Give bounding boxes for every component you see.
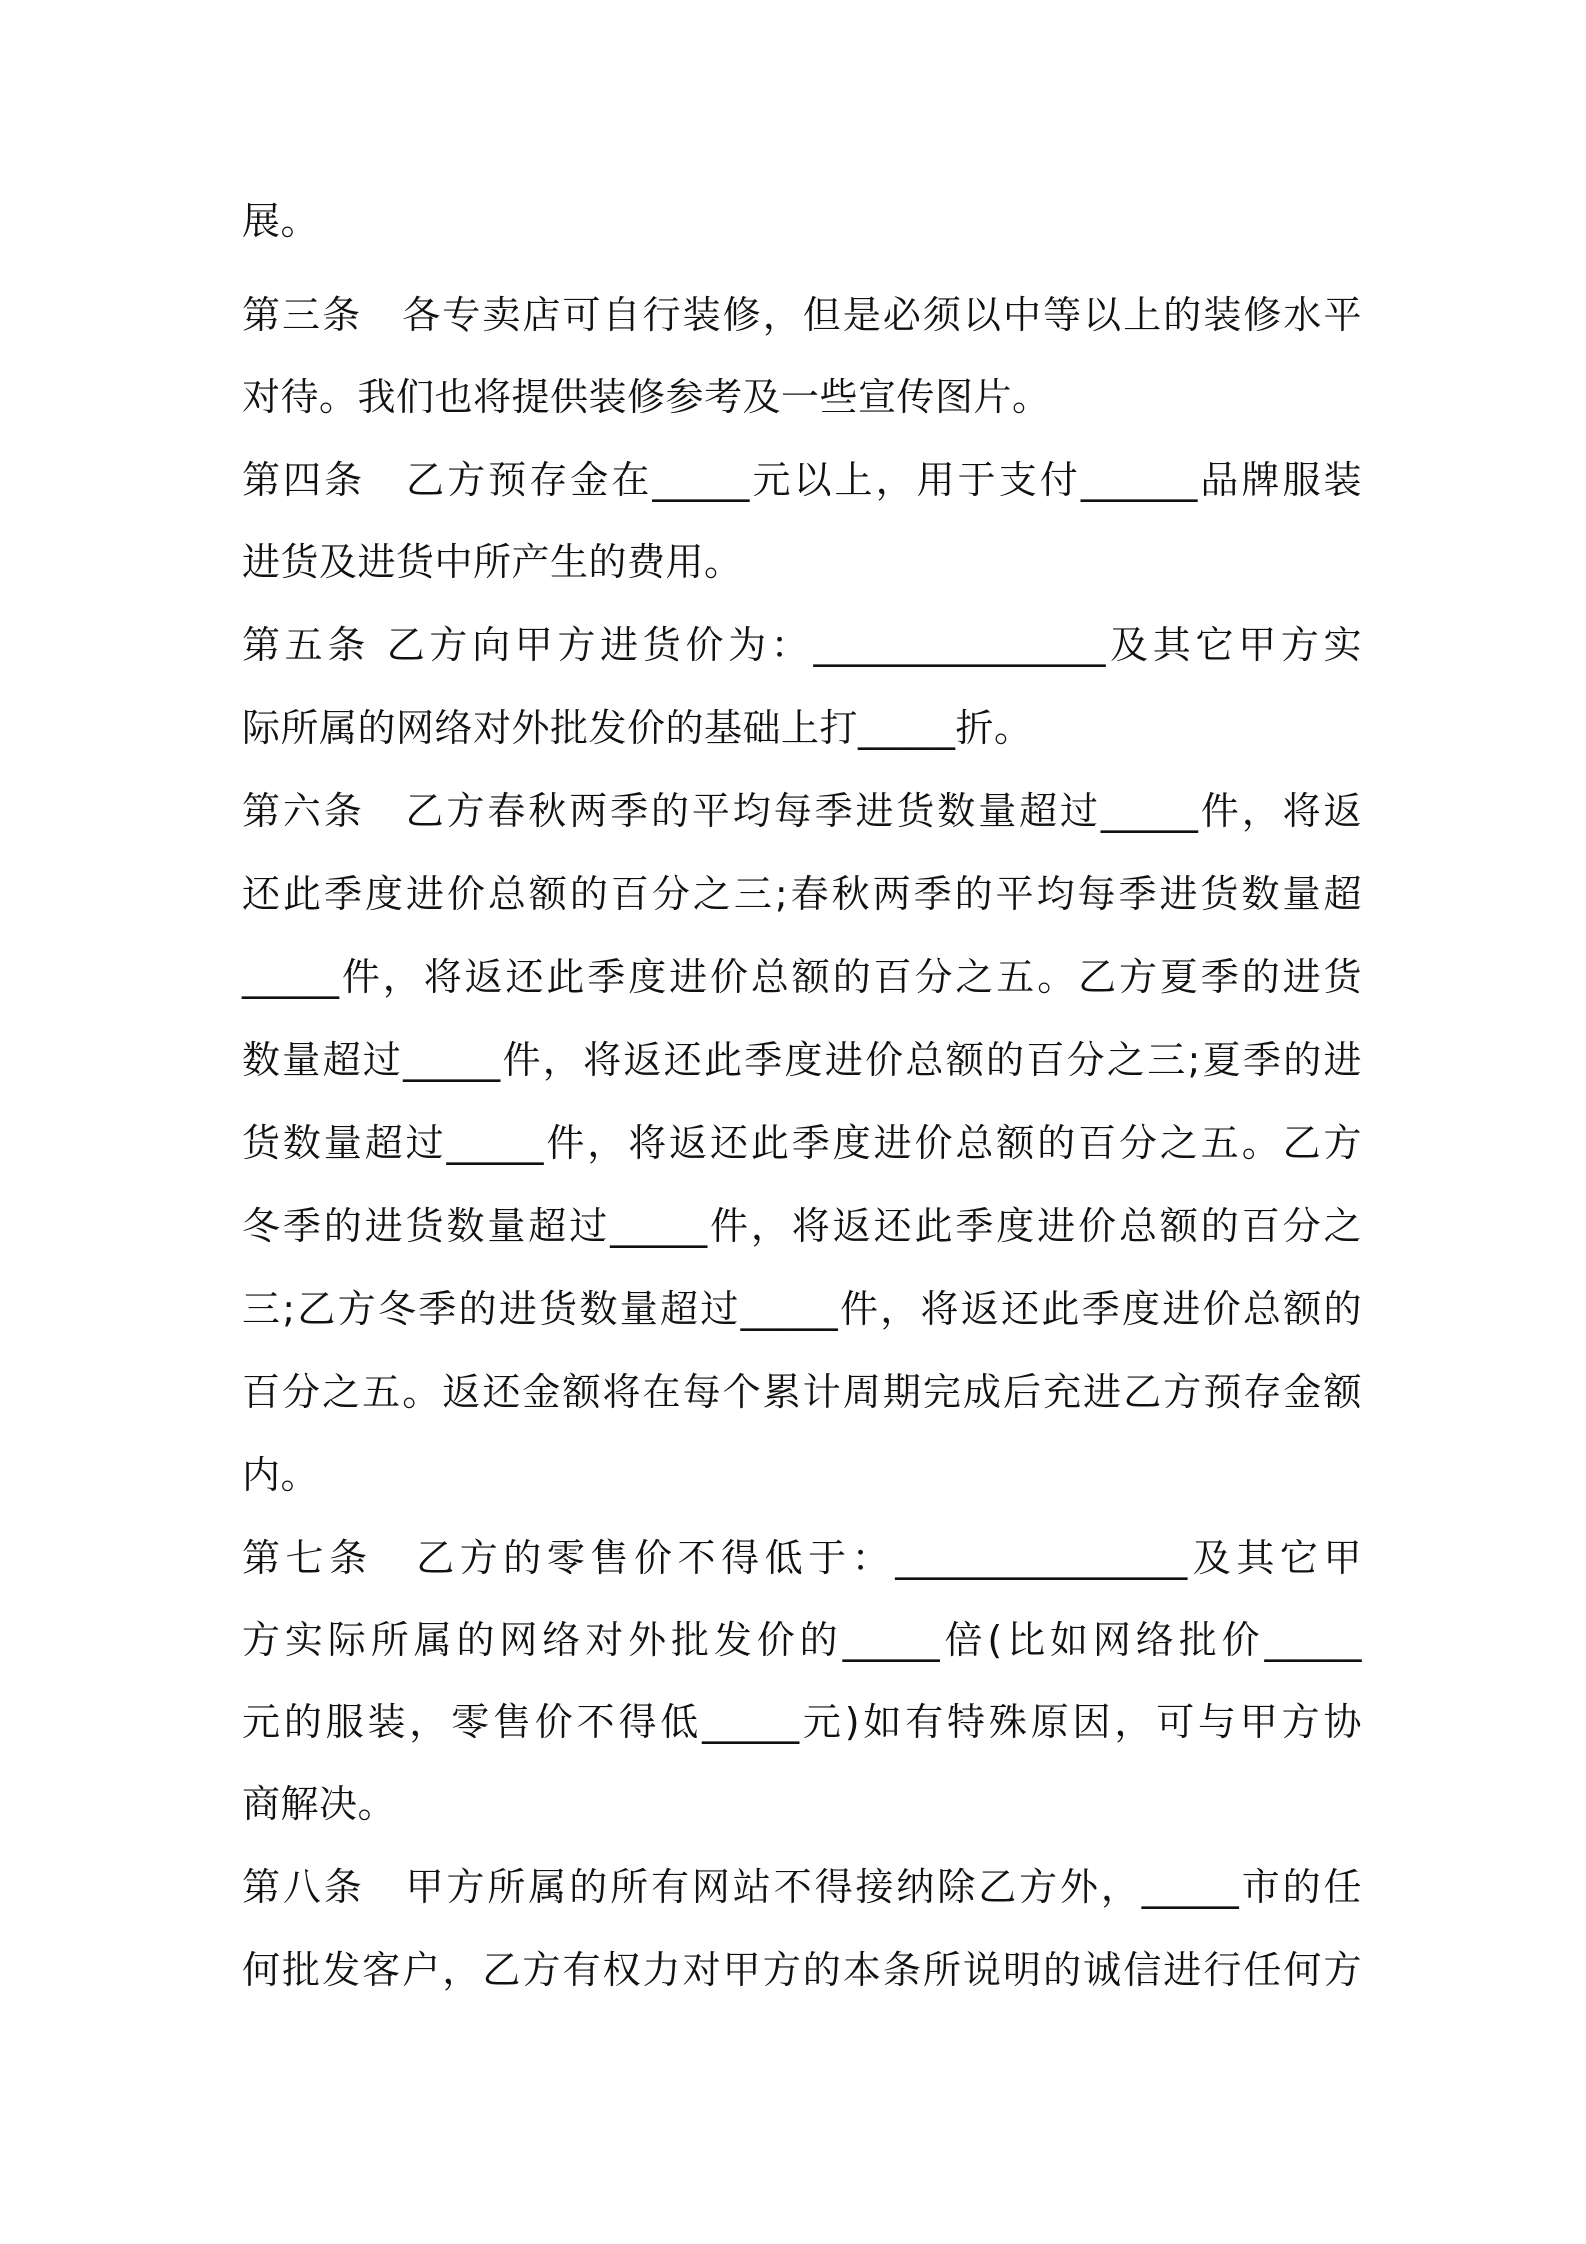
article-4-line-1: 第四条 乙方预存金在_____元以上，用于支付______品牌服装 xyxy=(242,458,1362,502)
article-6-line-1: 第六条 乙方春秋两季的平均每季进货数量超过_____件，将返 xyxy=(242,789,1362,833)
article-8-line-1: 第八条 甲方所属的所有网站不得接纳除乙方外，_____市的任 xyxy=(242,1865,1362,1909)
article-7-line-3: 元的服装，零售价不得低_____元)如有特殊原因，可与甲方协 xyxy=(242,1700,1362,1744)
article-5-line-1: 第五条 乙方向甲方进货价为：_______________及其它甲方实 xyxy=(242,623,1362,667)
text-line: 展。 xyxy=(242,199,320,243)
article-7-line-4: 商解决。 xyxy=(242,1782,397,1826)
article-6-line-4: 数量超过_____件，将返还此季度进价总额的百分之三;夏季的进 xyxy=(242,1038,1362,1082)
article-6-line-8: 百分之五。返还金额将在每个累计周期完成后充进乙方预存金额 xyxy=(242,1370,1362,1414)
article-3-line-1: 第三条 各专卖店可自行装修，但是必须以中等以上的装修水平 xyxy=(242,293,1362,337)
article-6-line-7: 三;乙方冬季的进货数量超过_____件，将返还此季度进价总额的 xyxy=(242,1287,1362,1331)
article-5-line-2: 际所属的网络对外批发价的基础上打_____折。 xyxy=(242,706,1033,750)
article-6-line-5: 货数量超过_____件，将返还此季度进价总额的百分之五。乙方 xyxy=(242,1121,1362,1165)
article-4-line-2: 进货及进货中所产生的费用。 xyxy=(242,540,743,584)
article-7-line-1: 第七条 乙方的零售价不得低于：_______________及其它甲 xyxy=(242,1536,1362,1580)
article-6-line-6: 冬季的进货数量超过_____件，将返还此季度进价总额的百分之 xyxy=(242,1204,1362,1248)
article-6-line-2: 还此季度进价总额的百分之三;春秋两季的平均每季进货数量超 xyxy=(242,872,1362,916)
article-6-line-9: 内。 xyxy=(242,1453,320,1497)
article-8-line-2: 何批发客户，乙方有权力对甲方的本条所说明的诚信进行任何方 xyxy=(242,1948,1362,1992)
article-6-line-3: _____件，将返还此季度进价总额的百分之五。乙方夏季的进货 xyxy=(242,955,1362,999)
article-7-line-2: 方实际所属的网络对外批发价的_____倍(比如网络批价_____ xyxy=(242,1618,1362,1662)
article-3-line-2: 对待。我们也将提供装修参考及一些宣传图片。 xyxy=(242,375,1051,419)
